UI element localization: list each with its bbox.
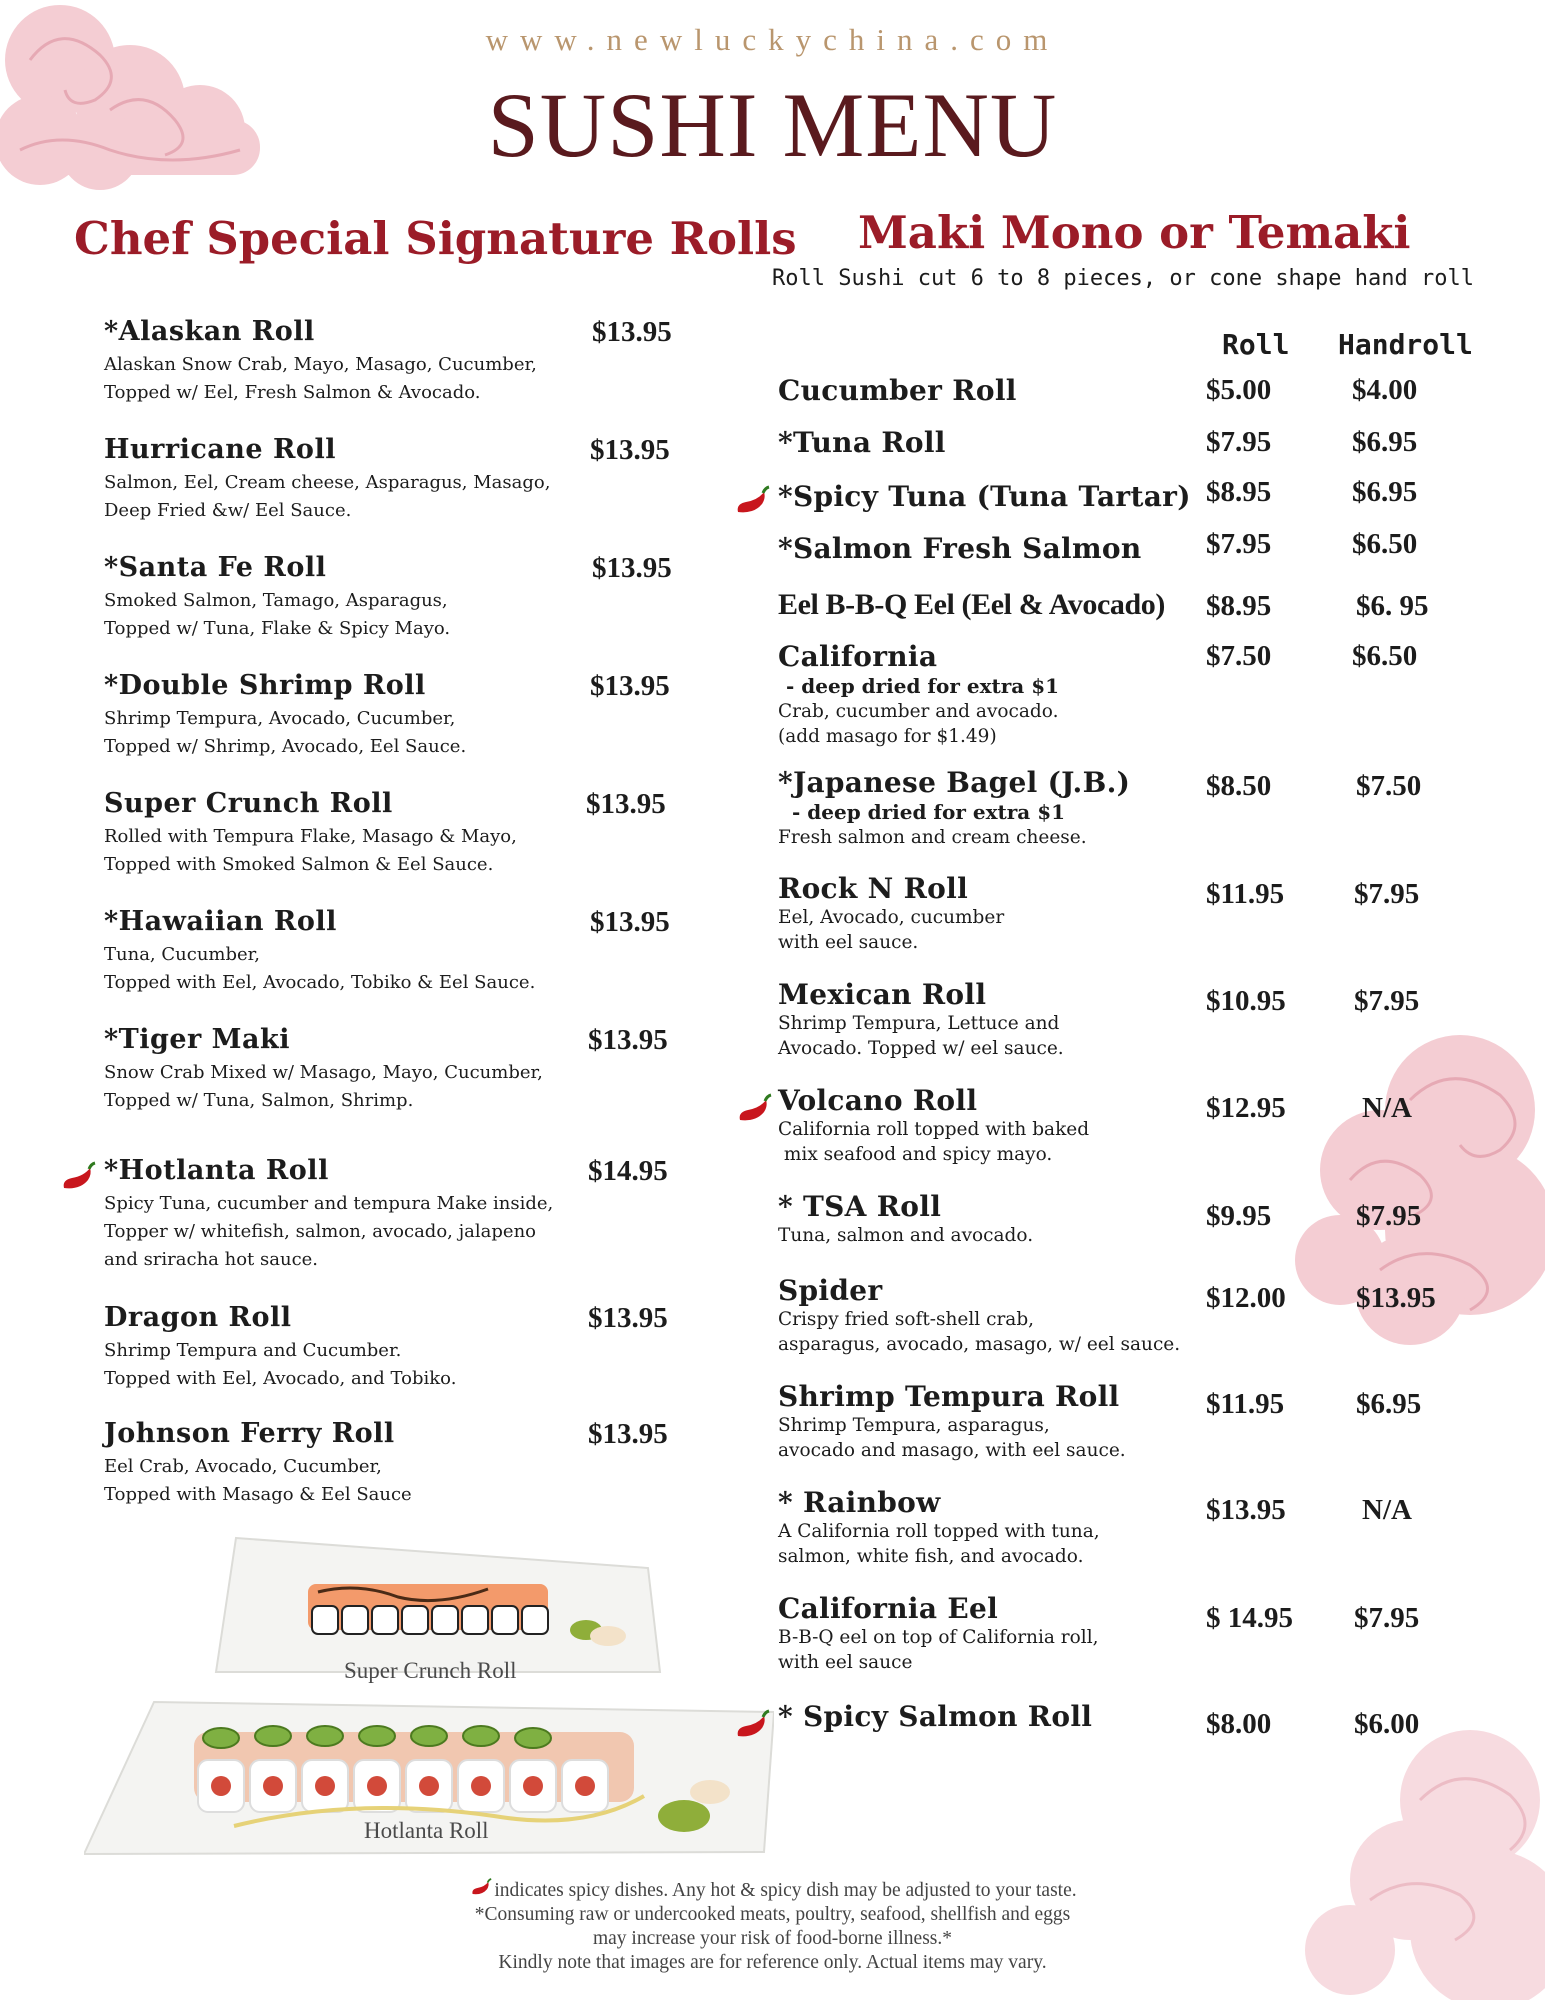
menu-item-salmon <box>778 532 1142 565</box>
item-note: - deep dried for extra $1 <box>786 674 1060 698</box>
item-price: $13.95 <box>588 1302 668 1334</box>
photo-caption-super-crunch: Super Crunch Roll <box>344 1658 517 1683</box>
item-name: California <box>778 640 938 673</box>
item-name: *Hotlanta Roll <box>104 1155 329 1186</box>
item-name: *Tiger Maki <box>104 1024 290 1055</box>
item-description: Spicy Tuna, cucumber and tempura Make inside, Topper w/ whitefish, salmon, avocado, jalapeno and sriracha hot sauce. <box>104 1193 554 1270</box>
item-handroll-price: $4.00 <box>1352 374 1418 406</box>
item-roll-price: $7.95 <box>1206 528 1272 560</box>
item-name: *Salmon Fresh Salmon <box>778 532 1142 565</box>
item-description: Alaskan Snow Crab, Mayo, Masago, Cucumber, Topped w/ Eel, Fresh Salmon & Avocado. <box>104 354 537 403</box>
page-title: SUSHI MENU <box>487 74 1058 176</box>
menu-item-super-crunch-roll <box>104 788 694 879</box>
menu-item-johnson-ferry-roll <box>104 1418 694 1509</box>
menu-item-california <box>778 640 1059 749</box>
item-name: *Tuna Roll <box>778 426 946 459</box>
item-handroll-price: $7.95 <box>1354 985 1420 1017</box>
item-description: Shrimp Tempura, Avocado, Cucumber, Topped w/ Shrimp, Avocado, Eel Sauce. <box>104 708 467 757</box>
item-name: *Santa Fe Roll <box>104 552 327 583</box>
item-description: Salmon, Eel, Cream cheese, Asparagus, Masago, Deep Fried &w/ Eel Sauce. <box>104 472 551 521</box>
item-name: Super Crunch Roll <box>104 788 393 819</box>
menu-item-hurricane-roll <box>104 434 694 525</box>
footer-spicy-note: indicates spicy dishes. Any hot & spicy dish may be adjusted to your taste. <box>0 1876 1545 1903</box>
item-note: - deep dried for extra $1 <box>792 800 1066 824</box>
menu-item-rainbow <box>778 1486 1100 1569</box>
menu-item-mexican-roll <box>778 978 1064 1061</box>
menu-item-rock-n-roll <box>778 872 1004 955</box>
chili-pepper-icon <box>732 482 772 522</box>
column-header-roll: Roll <box>1222 328 1290 361</box>
item-name: * Spicy Salmon Roll <box>778 1700 1093 1733</box>
item-description: Fresh salmon and cream cheese. <box>778 827 1087 848</box>
menu-item-shrimp-tempura-roll <box>778 1380 1126 1463</box>
item-name: Shrimp Tempura Roll <box>778 1380 1120 1413</box>
item-handroll-price: $7.50 <box>1356 770 1422 802</box>
item-roll-price: $8.00 <box>1206 1708 1272 1740</box>
chili-pepper-icon <box>734 1090 774 1130</box>
item-handroll-price: $6. 95 <box>1356 590 1429 622</box>
menu-item-spicy-salmon-roll <box>778 1700 1092 1733</box>
item-name: Rock N Roll <box>778 872 969 905</box>
item-price: $14.95 <box>588 1155 668 1187</box>
menu-item-alaskan-roll <box>104 316 694 407</box>
menu-item-spider <box>778 1274 1180 1357</box>
item-price: $13.95 <box>590 670 670 702</box>
item-roll-price: $5.00 <box>1206 374 1272 406</box>
website-url[interactable]: www.newluckychina.com <box>485 22 1060 57</box>
item-description: Eel Crab, Avocado, Cucumber, Topped with Masago & Eel Sauce <box>104 1456 412 1505</box>
item-handroll-price: $6.95 <box>1352 426 1418 458</box>
item-roll-price: $7.95 <box>1206 426 1272 458</box>
menu-item-california-eel <box>778 1592 1099 1675</box>
chili-pepper-icon <box>468 1876 494 1900</box>
item-handroll-price: $7.95 <box>1354 1602 1420 1634</box>
menu-item-hawaiian-roll <box>104 906 694 997</box>
item-description: Shrimp Tempura and Cucumber. Topped with Eel, Avocado, and Tobiko. <box>104 1340 457 1389</box>
item-price: $13.95 <box>588 1418 668 1450</box>
item-description: Eel, Avocado, cucumber with eel sauce. <box>778 907 1005 953</box>
item-roll-price: $11.95 <box>1206 878 1285 910</box>
item-description: Tuna, salmon and avocado. <box>778 1225 1034 1246</box>
item-name: Cucumber Roll <box>778 374 1017 407</box>
item-price: $13.95 <box>592 552 672 584</box>
photo-caption-hotlanta: Hotlanta Roll <box>364 1818 489 1843</box>
item-description: Shrimp Tempura, Lettuce and Avocado. Topped w/ eel sauce. <box>778 1013 1064 1059</box>
column-header-handroll: Handroll <box>1338 328 1473 361</box>
item-name: Spider <box>778 1274 883 1307</box>
item-name: California Eel <box>778 1592 999 1625</box>
menu-item-tuna-roll <box>778 426 946 459</box>
item-name: Johnson Ferry Roll <box>104 1418 395 1449</box>
menu-item-volcano-roll <box>778 1084 1089 1167</box>
footer-raw-warning: *Consuming raw or undercooked meats, poultry, seafood, shellfish and eggs <box>474 1904 1071 1925</box>
item-description: A California roll topped with tuna, salmon, white fish, and avocado. <box>778 1521 1100 1567</box>
item-description: Tuna, Cucumber, Topped with Eel, Avocado, Tobiko & Eel Sauce. <box>104 944 536 993</box>
item-handroll-price: $6.95 <box>1356 1388 1422 1420</box>
item-name: *Alaskan Roll <box>104 316 315 347</box>
menu-item-japanese-bagel <box>778 766 1130 850</box>
item-description: B-B-Q eel on top of California roll, with eel sauce <box>778 1627 1099 1673</box>
item-roll-price: $8.95 <box>1206 476 1272 508</box>
chili-pepper-icon <box>58 1158 98 1198</box>
item-description: Rolled with Tempura Flake, Masago & Mayo, Topped with Smoked Salmon & Eel Sauce. <box>104 826 517 875</box>
item-handroll-price: $7.95 <box>1356 1200 1422 1232</box>
item-roll-price: $7.50 <box>1206 640 1272 672</box>
item-price: $13.95 <box>592 316 672 348</box>
item-price: $13.95 <box>588 1024 668 1056</box>
item-handroll-price: $13.95 <box>1356 1282 1436 1314</box>
item-price: $13.95 <box>586 788 666 820</box>
maki-mono-subtitle: Roll Sushi cut 6 to 8 pieces, or cone shape hand roll <box>772 266 1474 291</box>
menu-item-dragon-roll <box>104 1302 694 1393</box>
item-name: *Hawaiian Roll <box>104 906 337 937</box>
item-name: * Rainbow <box>778 1486 941 1519</box>
menu-item-double-shrimp-roll <box>104 670 694 761</box>
item-description: Shrimp Tempura, asparagus, avocado and masago, with eel sauce. <box>778 1415 1126 1461</box>
item-handroll-price: N/A <box>1362 1092 1412 1124</box>
item-name: Mexican Roll <box>778 978 987 1011</box>
item-description: Crispy fried soft-shell crab, asparagus, avocado, masago, w/ eel sauce. <box>778 1309 1181 1355</box>
item-description: Crab, cucumber and avocado. (add masago for $1.49) <box>778 701 1059 747</box>
item-handroll-price: N/A <box>1362 1494 1412 1526</box>
footer-notes <box>0 1876 1545 1975</box>
item-name: Dragon Roll <box>104 1302 292 1333</box>
item-name: *Double Shrimp Roll <box>104 670 426 701</box>
item-name: Hurricane Roll <box>104 434 336 465</box>
item-roll-price: $8.50 <box>1206 770 1272 802</box>
item-roll-price: $ 14.95 <box>1206 1602 1293 1634</box>
item-roll-price: $11.95 <box>1206 1388 1285 1420</box>
maki-mono-title: Maki Mono or Temaki <box>858 206 1411 259</box>
item-handroll-price: $6.50 <box>1352 640 1418 672</box>
chili-pepper-icon <box>732 1706 772 1746</box>
item-handroll-price: $7.95 <box>1354 878 1420 910</box>
footer-illness-warning: may increase your risk of food-borne illness.* <box>592 1928 953 1949</box>
menu-item-cucumber-roll <box>778 374 1017 407</box>
item-name: *Spicy Tuna (Tuna Tartar) <box>778 480 1191 513</box>
item-roll-price: $10.95 <box>1206 985 1286 1017</box>
item-roll-price: $9.95 <box>1206 1200 1272 1232</box>
item-name: * TSA Roll <box>778 1190 942 1223</box>
item-name: Eel B-B-Q Eel (Eel & Avocado) <box>778 588 1165 621</box>
item-name: Volcano Roll <box>778 1084 978 1117</box>
item-handroll-price: $6.95 <box>1352 476 1418 508</box>
menu-item-spicy-tuna <box>778 480 1191 513</box>
item-roll-price: $12.00 <box>1206 1282 1286 1314</box>
item-price: $13.95 <box>590 434 670 466</box>
menu-item-eel-bbq <box>778 588 1165 622</box>
item-handroll-price: $6.50 <box>1352 528 1418 560</box>
footer-image-disclaimer: Kindly note that images are for reference only. Actual items may vary. <box>498 1952 1047 1973</box>
item-roll-price: $12.95 <box>1206 1092 1286 1124</box>
item-description: California roll topped with baked mix seafood and spicy mayo. <box>778 1119 1090 1165</box>
chef-special-title: Chef Special Signature Rolls <box>74 212 797 265</box>
item-roll-price: $8.95 <box>1206 590 1272 622</box>
menu-item-hotlanta-roll <box>104 1155 694 1274</box>
item-price: $13.95 <box>590 906 670 938</box>
item-handroll-price: $6.00 <box>1354 1708 1420 1740</box>
item-name: *Japanese Bagel (J.B.) <box>778 766 1131 799</box>
menu-item-tiger-maki <box>104 1024 694 1115</box>
item-description: Snow Crab Mixed w/ Masago, Mayo, Cucumber, Topped w/ Tuna, Salmon, Shrimp. <box>104 1062 543 1111</box>
item-description: Smoked Salmon, Tamago, Asparagus, Topped w/ Tuna, Flake & Spicy Mayo. <box>104 590 451 639</box>
menu-item-tsa-roll <box>778 1190 1033 1248</box>
menu-item-santa-fe-roll <box>104 552 694 643</box>
item-roll-price: $13.95 <box>1206 1494 1286 1526</box>
